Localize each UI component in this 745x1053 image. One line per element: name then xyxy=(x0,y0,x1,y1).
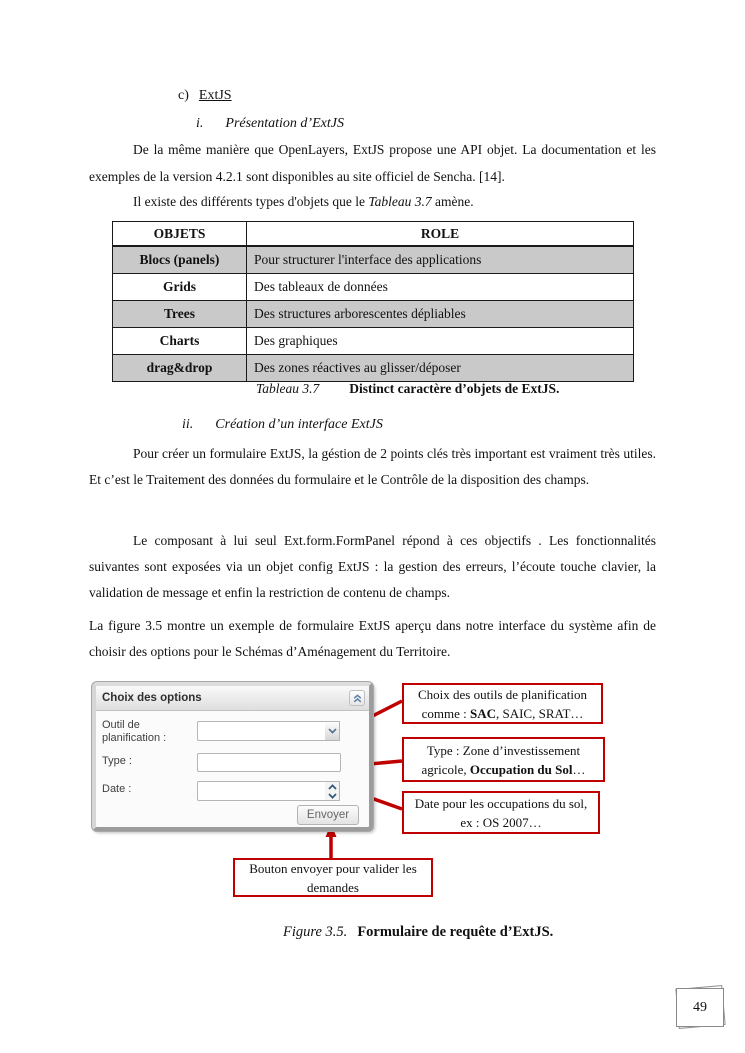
panel-header xyxy=(96,686,369,711)
paragraph-intro-extjs: De la même manière que OpenLayers, ExtJS propose une API objet. La documentation et les exemples de la version 4.2.1 sont disponibles au site officiel de Sencha. [14]. xyxy=(89,142,656,184)
tableau-ref: Tableau 3.7 xyxy=(368,194,432,209)
chevron-down-icon xyxy=(328,793,337,799)
table-header-row xyxy=(113,222,634,247)
table-row: Trees Des structures arborescentes dépliables xyxy=(113,301,634,328)
table-objets-role xyxy=(112,221,634,382)
collapse-button[interactable] xyxy=(349,690,365,706)
annotation-date: Date pour les occupations du sol, ex : OS 2007… xyxy=(402,791,600,834)
table-row: Charts Des graphiques xyxy=(113,328,634,355)
table-caption-number: Tableau 3.7 xyxy=(256,381,320,396)
field-label-type: Type : xyxy=(102,755,132,767)
paragraph-form-creation: Pour créer un formulaire ExtJS, la géstion de 2 points clés très important est vraiment très utiles. Et c’est le Traitement des données du formulaire et le Contrôle de la disposition des champs. xyxy=(89,446,656,487)
chevron-down-icon xyxy=(328,728,337,734)
figure-caption-number: Figure 3.5. xyxy=(283,924,348,940)
table-header-objets: OBJETS xyxy=(113,222,247,247)
table-row: Grids Des tableaux de données xyxy=(113,274,634,301)
annotation-bouton-envoyer: Bouton envoyer pour valider les demandes xyxy=(233,858,433,897)
chevron-up-icon xyxy=(328,784,337,790)
heading-c-title: ExtJS xyxy=(198,88,232,103)
page-number-box xyxy=(676,987,723,1026)
table-row: Blocs (panels) Pour structurer l'interface des applications xyxy=(113,246,634,274)
combobox-trigger-button[interactable] xyxy=(325,721,340,741)
heading-c-label: c) xyxy=(178,88,189,103)
paragraph-formpanel: Le composant à lui seul Ext.form.FormPanel répond à ces objectifs . Les fonctionnalités suivantes sont exposées via un objet config ExtJS : la gestion des erreurs, l’écoute touche clavier, la validation de message et enfin la restriction de contenu de champs. xyxy=(89,533,656,600)
figure-caption-text: Formulaire de requête d’ExtJS. xyxy=(357,924,554,940)
spinner-down-button[interactable] xyxy=(325,791,339,800)
heading-ii-number: ii. xyxy=(182,417,194,432)
double-chevron-up-icon xyxy=(353,694,362,703)
heading-i-title: Présentation d’ExtJS xyxy=(225,116,344,131)
outil-planification-combobox[interactable] xyxy=(197,721,326,741)
date-spinner xyxy=(325,781,340,801)
figure-extjs-form xyxy=(0,680,745,912)
table-caption xyxy=(256,381,559,397)
annotation-outils-planification: Choix des outils de planification comme : SAC, SAIC, SRAT… xyxy=(402,683,603,724)
paragraph-table-intro: Il existe des différents types d'objets que le Tableau 3.7 amène. xyxy=(133,194,474,209)
date-input[interactable] xyxy=(197,781,326,801)
heading-ii-creation xyxy=(182,417,383,433)
field-label-date: Date : xyxy=(102,783,132,795)
heading-i-number: i. xyxy=(196,116,204,131)
figure-caption xyxy=(283,924,553,941)
table-row: drag&drop Des zones réactives au glisser/déposer xyxy=(113,355,634,382)
heading-c-extjs xyxy=(178,88,232,104)
field-label-outil: Outil de planification : xyxy=(102,719,167,744)
table-header-role: ROLE xyxy=(247,222,634,247)
annotation-type: Type : Zone d’investissement agricole, Occupation du Sol… xyxy=(402,737,605,782)
paragraph-figure-intro: La figure 3.5 montre un exemple de formulaire ExtJS aperçu dans notre interface du système afin de choisir des options pour le Schémas d’Aménagement du Territoire. xyxy=(89,618,656,659)
table-caption-text: Distinct caractère d’objets de ExtJS. xyxy=(349,381,560,396)
spinner-up-button[interactable] xyxy=(325,782,339,791)
panel-title: Choix des options xyxy=(102,692,202,704)
extjs-form-panel xyxy=(92,682,373,831)
envoyer-button[interactable]: Envoyer xyxy=(297,805,359,825)
page-number: 49 xyxy=(676,988,724,1027)
heading-ii-title: Création d’un interface ExtJS xyxy=(215,417,383,432)
heading-i-presentation xyxy=(196,116,344,132)
type-input[interactable] xyxy=(197,753,341,772)
